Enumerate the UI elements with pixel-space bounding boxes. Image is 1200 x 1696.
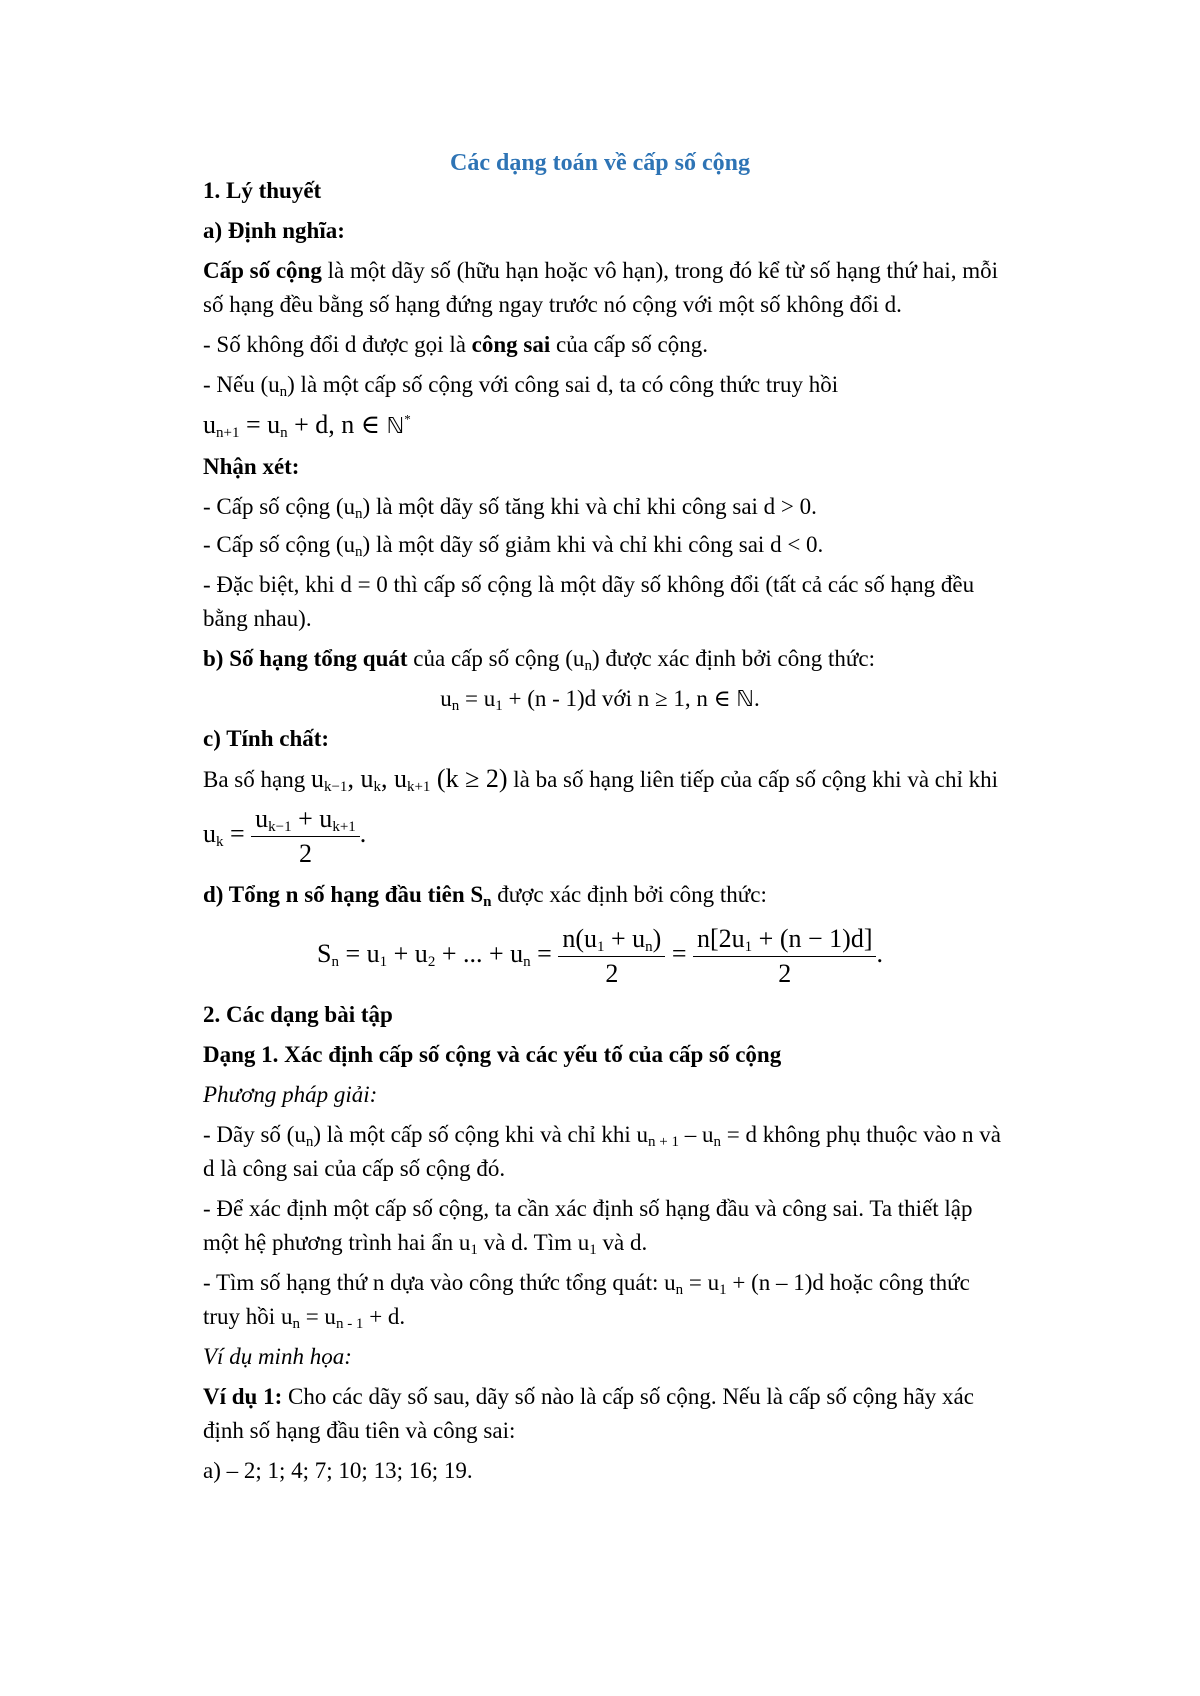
page-title: Các dạng toán về cấp số cộng	[449, 150, 750, 176]
method-1-line-1: - Dãy số $(u_n)$ là một cấp số cộng khi và chỉ khi $u_{n + 1} - u_n = d$ không phụ thuộc vào n và	[203, 1122, 1002, 1150]
method-2-line-2: một hệ phương trình hai ẩn $u_1$ và d. Tìm $u_1$ và d.	[203, 1230, 648, 1258]
definition-line-1: Cấp số cộng là một dãy số (hữu hạn hoặc vô hạn), trong đó kể từ số hạng thứ hai, mỗi	[203, 258, 999, 283]
subsection-b-line: b) Số hạng tổng quát của cấp số cộng $(u_n)$ được xác định bởi công thức:	[203, 646, 875, 674]
common-difference-line: - Số không đổi d được gọi là công sai của cấp số cộng.	[203, 332, 709, 357]
method-2-line-1: - Để xác định một cấp số cộng, ta cần xác định số hạng đầu và công sai. Ta thiết lập	[203, 1196, 973, 1221]
sum-fraction-2: $\frac{n[2u_1 + (n - 1)d]}{2}$	[693, 922, 876, 991]
section-1-heading: 1. Lý thuyết	[203, 178, 322, 203]
method-label: Phương pháp giải:	[203, 1082, 378, 1107]
subsection-d-line: d) Tổng n số hạng đầu tiên $S_n$ được xác định bởi công thức:	[203, 882, 767, 910]
section-2-heading: 2. Các dạng bài tập	[203, 1002, 393, 1027]
subsection-c-heading: c) Tính chất:	[203, 726, 330, 751]
remark-1: - Cấp số cộng $(u_n)$ là một dãy số tăng khi và chỉ khi công sai d > 0.	[203, 494, 817, 522]
general-term-formula: $u_n = u_1 + (n - 1)d$ với n ≥ 1, n ∈ ℕ.	[440, 686, 760, 714]
remark-3-line-1: - Đặc biệt, khi d = 0 thì cấp số cộng là một dãy số không đổi (tất cả các số hạng đều	[203, 572, 975, 597]
definition-line-2: số hạng đều bằng số hạng đứng ngay trước nó cộng với một số không đổi d.	[203, 292, 902, 317]
sum-fraction-1: $\frac{n(u_1 + u_n)}{2}$	[558, 922, 665, 991]
example-1-line-1: Ví dụ 1: Cho các dãy số sau, dãy số nào là cấp số cộng. Nếu là cấp số cộng hãy xác	[203, 1384, 974, 1409]
example-1-part-a: a) – 2; 1; 4; 7; 10; 13; 16; 19.	[203, 1458, 473, 1483]
property-line: Ba số hạng $u_{k-1}$, $u_k$, $u_{k+1}$ (k ≥ 2) là ba số hạng liên tiếp của cấp số cộng khi và chỉ khi	[203, 764, 999, 795]
property-formula: $u_k$ = $\frac{u_{k-1} + u_{k+1}}{2}$ .	[203, 800, 366, 871]
subsection-a-heading: a) Định nghĩa:	[203, 218, 345, 243]
property-fraction: $\frac{u_{k-1} + u_{k+1}}{2}$	[251, 802, 360, 871]
method-3-line-1: - Tìm số hạng thứ n dựa vào công thức tổng quát: $u_n = u_1 + (n - 1)d$ hoặc công thức	[203, 1270, 970, 1298]
method-3-line-2: truy hồi $u_n = u_{n - 1} + d$.	[203, 1304, 406, 1332]
remark-2: - Cấp số cộng $(u_n)$ là một dãy số giảm khi và chỉ khi công sai d < 0.	[203, 532, 824, 560]
method-1-line-2: d là công sai của cấp số cộng đó.	[203, 1156, 506, 1181]
recurrence-intro: - Nếu $(u_n)$ là một cấp số cộng với công sai d, ta có công thức truy hồi	[203, 372, 839, 400]
sum-formula: $S_n = u_1 + u_2$ + ... + $u_n$ = $\frac{n(u_1 + u_n)}{2}$ = $\frac{n[2u_1 + (n - 1)d]}{2}$ .	[0, 918, 1200, 991]
recurrence-formula: $u_{n+1} = u_n + d$, n ∈ ℕ*	[203, 410, 411, 441]
example-label: Ví dụ minh họa:	[203, 1344, 352, 1369]
example-1-line-2: định số hạng đầu tiên và công sai:	[203, 1418, 516, 1443]
type-1-heading: Dạng 1. Xác định cấp số cộng và các yếu tố của cấp số cộng	[203, 1042, 782, 1067]
remark-3-line-2: bằng nhau).	[203, 606, 312, 631]
remark-heading: Nhận xét:	[203, 454, 300, 479]
